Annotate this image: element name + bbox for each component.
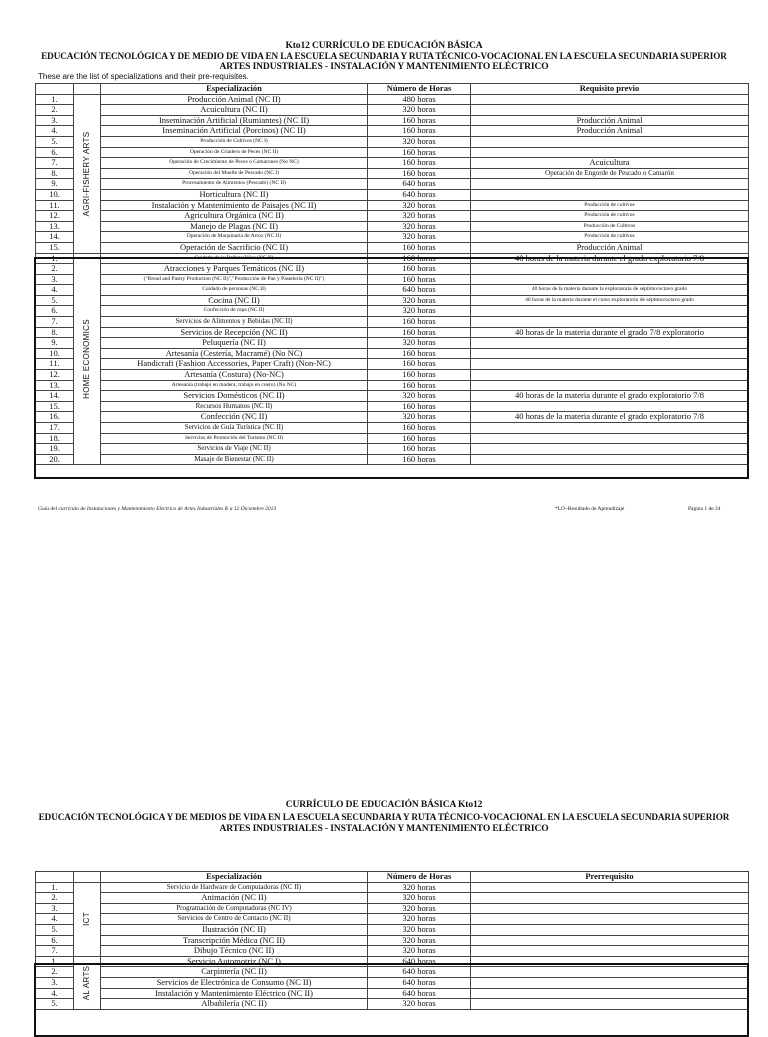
requirement-cell xyxy=(471,977,749,988)
category-cell xyxy=(74,956,101,1009)
hours-cell: 160 horas xyxy=(368,444,471,455)
requirement-cell xyxy=(471,317,749,328)
specialization-cell: Artesanía (Cestería, Macramé) (No NC) xyxy=(101,348,368,359)
row-number: 5. xyxy=(36,136,74,147)
requirement-cell: 40 horas de la materia durante el grado exploratorio 7/8 xyxy=(471,253,749,264)
page-subtitle: EDUCACIÓN TECNOLÓGICA Y DE MEDIO DE VIDA EN LA ESCUELA SECUNDARIA Y RUTA TÉCNICO-VOCACIONAL EN LA ESCUELA SECUNDARIA SUPERIOR xyxy=(41,51,727,61)
specialization-cell: Instalación y Mantenimiento Eléctrico (NC II) xyxy=(101,988,368,999)
page-subtitle-2: ARTES INDUSTRIALES - INSTALACIÓN Y MANTENIMIENTO ELÉCTRICO xyxy=(219,62,549,72)
hours-cell: 320 horas xyxy=(368,914,471,925)
table-row xyxy=(36,179,749,190)
specialization-cell: Servicios de Guía Turística (NC II) xyxy=(101,423,368,434)
row-number: 11. xyxy=(36,200,74,211)
hours-cell: 320 horas xyxy=(368,221,471,232)
table-header-row xyxy=(36,872,749,883)
footer-left: Guía del currículo de Instalaciones y Mantenimiento Eléctrico de Artes Industriales K a 12 Diciembre 2013 xyxy=(38,506,277,512)
intro-text: These are the list of specializations and their pre-requisites. xyxy=(38,72,249,81)
row-number: 4. xyxy=(36,988,74,999)
page2-title: CURRÍCULO DE EDUCACIÓN BÁSICA Kto12 xyxy=(285,800,483,810)
specialization-cell: Inseminación Artificial (Porcinos) (NC II) xyxy=(101,126,368,137)
hours-cell: 320 horas xyxy=(368,935,471,946)
table-row xyxy=(36,158,749,169)
requirement-cell xyxy=(471,136,749,147)
requirement-cell: Producción Animal xyxy=(471,242,749,253)
row-number: 6. xyxy=(36,306,74,317)
specialization-cell: Programación de Computadoras (NC IV) xyxy=(101,903,368,914)
requirement-cell xyxy=(471,946,749,957)
table-row xyxy=(36,946,749,957)
specialization-cell: Servicios de Viaje (NC II) xyxy=(101,444,368,455)
specialization-cell: Operación de Crecimiento de Peces o Camarones (No NC) xyxy=(101,158,368,169)
requirement-cell xyxy=(471,433,749,444)
requirement-cell xyxy=(471,359,749,370)
requirement-cell xyxy=(471,988,749,999)
requirement-cell: 40 horas de la materia durante el curso exploratorio de séptimo/octavo grado xyxy=(471,295,749,306)
header-requirement: Prerrequisito xyxy=(471,872,749,883)
table-row xyxy=(36,221,749,232)
requirement-cell xyxy=(471,423,749,434)
category-label: HOME ECONOMICS xyxy=(82,319,92,399)
row-number: 1. xyxy=(36,94,74,105)
table-row xyxy=(36,391,749,402)
table-row xyxy=(36,914,749,925)
specialization-cell: Artesanía (trabajo en madera, trabajo en cuero) (No NC) xyxy=(101,380,368,391)
row-number: 1. xyxy=(36,253,74,264)
header-category xyxy=(74,872,101,883)
specialization-cell: Servicio de Hardware de Computadoras (NC II) xyxy=(101,882,368,893)
hours-cell: 320 horas xyxy=(368,200,471,211)
row-number: 15. xyxy=(36,401,74,412)
table-row xyxy=(36,359,749,370)
hours-cell: 320 horas xyxy=(368,306,471,317)
hours-cell: 160 horas xyxy=(368,242,471,253)
row-number: 14. xyxy=(36,232,74,243)
row-number: 8. xyxy=(36,168,74,179)
hours-cell: 160 horas xyxy=(368,380,471,391)
table-row xyxy=(36,115,749,126)
table-row xyxy=(36,147,749,158)
table-row xyxy=(36,412,749,423)
row-number: 16. xyxy=(36,412,74,423)
requirement-cell xyxy=(471,999,749,1010)
specialization-cell: Producción de Cultivos (NC I) xyxy=(101,136,368,147)
header-specialization: Especialización xyxy=(101,872,368,883)
category-cell xyxy=(74,253,101,465)
specialization-cell: Atracciones y Parques Temáticos (NC II) xyxy=(101,264,368,275)
row-number: 3. xyxy=(36,903,74,914)
table-row xyxy=(36,454,749,465)
specialization-cell: Procesamiento de Alimentos (Pescado) (NC II) xyxy=(101,179,368,190)
requirement-cell: 40 horas de la materia durante el grado 7/8 exploratorio xyxy=(471,327,749,338)
table-row xyxy=(36,200,749,211)
requirement-cell: Operación de Engorde de Pescado o Camarón xyxy=(471,168,749,179)
hours-cell: 160 horas xyxy=(368,423,471,434)
requirement-cell: Producción de Cultivos xyxy=(471,221,749,232)
requirement-cell xyxy=(471,370,749,381)
table-row xyxy=(36,189,749,200)
table-row xyxy=(36,967,749,978)
hours-cell: 160 horas xyxy=(368,401,471,412)
hours-cell: 160 horas xyxy=(368,147,471,158)
hours-cell: 320 horas xyxy=(368,903,471,914)
row-number: 5. xyxy=(36,295,74,306)
category-label: ICT xyxy=(82,912,92,927)
specialization-cell: Operación de Criadero de Peces (NC II) xyxy=(101,147,368,158)
specialization-cell: Peluquería (NC II) xyxy=(101,338,368,349)
requirement-cell xyxy=(471,401,749,412)
specialization-cell: Servicios de Electrónica de Consumo (NC II) xyxy=(101,977,368,988)
page-title: Kto12 CURRÍCULO DE EDUCACIÓN BÁSICA xyxy=(285,41,483,51)
header-number xyxy=(36,84,74,95)
row-number: 7. xyxy=(36,158,74,169)
hours-cell: 320 horas xyxy=(368,391,471,402)
hours-cell: 320 horas xyxy=(368,999,471,1010)
specialization-cell: Transcripción Médica (NC II) xyxy=(101,935,368,946)
hours-cell: 640 horas xyxy=(368,977,471,988)
table-header-row xyxy=(36,84,749,95)
specialization-table xyxy=(35,83,749,465)
header-hours: Número de Horas xyxy=(368,84,471,95)
table-row xyxy=(36,423,749,434)
table-row xyxy=(36,338,749,349)
row-number: 12. xyxy=(36,370,74,381)
hours-cell: 320 horas xyxy=(368,412,471,423)
row-number: 7. xyxy=(36,317,74,328)
table-row xyxy=(36,903,749,914)
specialization-cell: Handicraft (Fashion Accessories, Paper Craft) (Non-NC) xyxy=(101,359,368,370)
table-row xyxy=(36,924,749,935)
row-number: 4. xyxy=(36,914,74,925)
specialization-cell: Inseminación Artificial (Rumiantes) (NC II) xyxy=(101,115,368,126)
hours-cell: 160 horas xyxy=(368,359,471,370)
hours-cell: 320 horas xyxy=(368,924,471,935)
table-row xyxy=(36,211,749,222)
table-row xyxy=(36,317,749,328)
table-row xyxy=(36,893,749,904)
requirement-cell: 40 horas de la materia durante el grado exploratorio 7/8 xyxy=(471,412,749,423)
hours-cell: 160 horas xyxy=(368,158,471,169)
row-number: 9. xyxy=(36,179,74,190)
hours-cell: 320 horas xyxy=(368,232,471,243)
specialization-cell: Servicios de Centro de Contacto (NC II) xyxy=(101,914,368,925)
requirement-cell: Producción Animal xyxy=(471,115,749,126)
specialization-cell: Carpintería (NC II) xyxy=(101,967,368,978)
hours-cell: 640 horas xyxy=(368,967,471,978)
requirement-cell xyxy=(471,348,749,359)
requirement-cell xyxy=(471,956,749,967)
specialization-cell: Cocina (NC II) xyxy=(101,295,368,306)
row-number: 19. xyxy=(36,444,74,455)
header-specialization: Especialización xyxy=(101,84,368,95)
hours-cell: 320 horas xyxy=(368,882,471,893)
hours-cell: 640 horas xyxy=(368,189,471,200)
category-cell xyxy=(74,94,101,253)
specialization-cell: Instalación y Mantenimiento de Paisajes (NC II) xyxy=(101,200,368,211)
hours-cell: 160 horas xyxy=(368,126,471,137)
requirement-cell xyxy=(471,444,749,455)
requirement-cell xyxy=(471,903,749,914)
hours-cell: 640 horas xyxy=(368,179,471,190)
hours-cell: 160 horas xyxy=(368,264,471,275)
category-label: AGRI-FISHERY ARTS xyxy=(82,131,92,216)
hours-cell: 160 horas xyxy=(368,115,471,126)
requirement-cell: Producción de cultivos xyxy=(471,200,749,211)
row-number: 2. xyxy=(36,893,74,904)
requirement-cell: 40 horas de la materia durante la exploratoria de séptimo/octavo grado xyxy=(471,285,749,296)
specialization-cell: Operación del Muelle de Pescado (NC I) xyxy=(101,168,368,179)
hours-cell: 320 horas xyxy=(368,338,471,349)
requirement-cell xyxy=(471,274,749,285)
hours-cell: 160 horas xyxy=(368,454,471,465)
table-row xyxy=(36,956,749,967)
table-row xyxy=(36,433,749,444)
hours-cell: 320 horas xyxy=(368,136,471,147)
row-number: 13. xyxy=(36,380,74,391)
table-row xyxy=(36,242,749,253)
specialization-table-2 xyxy=(35,871,749,1010)
requirement-cell xyxy=(471,893,749,904)
category-cell xyxy=(74,882,101,956)
specialization-cell: Agricultura Orgánica (NC II) xyxy=(101,211,368,222)
requirement-cell xyxy=(471,935,749,946)
hours-cell: 160 horas xyxy=(368,433,471,444)
row-number: 3. xyxy=(36,274,74,285)
specialization-cell: Producción Animal (NC II) xyxy=(101,94,368,105)
table-row xyxy=(36,935,749,946)
requirement-cell xyxy=(471,105,749,116)
specialization-cell: Recursos Humanos (NC II) xyxy=(101,401,368,412)
row-number: 2. xyxy=(36,264,74,275)
table-row xyxy=(36,136,749,147)
specialization-cell: Operación de Sacrificio (NC II) xyxy=(101,242,368,253)
header-requirement: Requisito previo xyxy=(471,84,749,95)
specialization-cell: Servicios de Alimentos y Bebidas (NC II) xyxy=(101,317,368,328)
specialization-cell: Animación (NC II) xyxy=(101,893,368,904)
table-row xyxy=(36,126,749,137)
specialization-cell: Masaje de Bienestar (NC II) xyxy=(101,454,368,465)
page2-subtitle: EDUCACIÓN TECNOLÓGICA Y DE MEDIOS DE VIDA EN LA ESCUELA SECUNDARIA Y RUTA TÉCNICO-VOCACIONAL EN LA ESCUELA SECUNDARIA SUPERIOR xyxy=(38,812,730,822)
specialization-cell: Servicio Automotriz (NC I) xyxy=(101,956,368,967)
hours-cell: 160 horas xyxy=(368,348,471,359)
header-number xyxy=(36,872,74,883)
table-row xyxy=(36,977,749,988)
table-row xyxy=(36,306,749,317)
hours-cell: 640 horas xyxy=(368,956,471,967)
specialization-cell: Ilustración (NC II) xyxy=(101,924,368,935)
table-row xyxy=(36,264,749,275)
page2-subtitle-2: ARTES INDUSTRIALES - INSTALACIÓN Y MANTENIMIENTO ELÉCTRICO xyxy=(219,824,549,834)
row-number: 12. xyxy=(36,211,74,222)
hours-cell: 320 horas xyxy=(368,105,471,116)
requirement-cell xyxy=(471,147,749,158)
row-number: 4. xyxy=(36,285,74,296)
specialization-cell: Confección (NC II) xyxy=(101,412,368,423)
specialization-cell: Confección de ropa (NC II) xyxy=(101,306,368,317)
table-row xyxy=(36,444,749,455)
header-category xyxy=(74,84,101,95)
page-number: Página 1 de 24 xyxy=(688,506,721,512)
row-number: 18. xyxy=(36,433,74,444)
specialization-cell: Dibujo Técnico (NC II) xyxy=(101,946,368,957)
hours-cell: 320 horas xyxy=(368,211,471,222)
table-row xyxy=(36,274,749,285)
hours-cell: 160 horas xyxy=(368,317,471,328)
row-number: 14. xyxy=(36,391,74,402)
row-number: 5. xyxy=(36,924,74,935)
requirement-cell xyxy=(471,189,749,200)
row-number: 5. xyxy=(36,999,74,1010)
requirement-cell xyxy=(471,179,749,190)
hours-cell: 160 horas xyxy=(368,168,471,179)
hours-cell: 160 horas xyxy=(368,370,471,381)
footer-note: *LO–Resultado de Aprendizaje xyxy=(555,506,625,512)
requirement-cell xyxy=(471,967,749,978)
row-number: 15. xyxy=(36,242,74,253)
specialization-cell: Albañilería (NC II) xyxy=(101,999,368,1010)
hours-cell: 640 horas xyxy=(368,988,471,999)
table-row xyxy=(36,253,749,264)
row-number: 10. xyxy=(36,348,74,359)
row-number: 7. xyxy=(36,946,74,957)
requirement-cell: Acuicultura xyxy=(471,158,749,169)
table-row xyxy=(36,295,749,306)
table-row xyxy=(36,232,749,243)
table-row xyxy=(36,370,749,381)
requirement-cell xyxy=(471,924,749,935)
hours-cell: 160 horas xyxy=(368,327,471,338)
requirement-cell xyxy=(471,380,749,391)
row-number: 3. xyxy=(36,977,74,988)
table-row xyxy=(36,988,749,999)
table-row xyxy=(36,105,749,116)
row-number: 13. xyxy=(36,221,74,232)
specialization-cell: Artesanía (Costura) (No-NC) xyxy=(101,370,368,381)
requirement-cell xyxy=(471,264,749,275)
requirement-cell: Producción de cultivos xyxy=(471,211,749,222)
row-number: 9. xyxy=(36,338,74,349)
specialization-cell: Cuidado de la Belleza/Uñas (NC II) xyxy=(101,253,368,264)
hours-cell: 320 horas xyxy=(368,295,471,306)
requirement-cell: 40 horas de la materia durante el grado exploratorio 7/8 xyxy=(471,391,749,402)
specialization-cell: Servicios de Promoción del Turismo (NC II) xyxy=(101,433,368,444)
table-row xyxy=(36,882,749,893)
specialization-cell: Manejo de Plagas (NC II) xyxy=(101,221,368,232)
category-label: AL ARTS xyxy=(82,965,92,1001)
table-row xyxy=(36,327,749,338)
row-number: 1. xyxy=(36,956,74,967)
row-number: 3. xyxy=(36,115,74,126)
table-row xyxy=(36,999,749,1010)
hours-cell: 160 horas xyxy=(368,253,471,264)
specialization-cell: Operación de Maquinaria de Arroz (NC II) xyxy=(101,232,368,243)
hours-cell: 320 horas xyxy=(368,946,471,957)
requirement-cell xyxy=(471,454,749,465)
requirement-cell xyxy=(471,882,749,893)
row-number: 17. xyxy=(36,423,74,434)
specialization-cell: Horticultura (NC II) xyxy=(101,189,368,200)
row-number: 8. xyxy=(36,327,74,338)
hours-cell: 320 horas xyxy=(368,893,471,904)
row-number: 11. xyxy=(36,359,74,370)
row-number: 10. xyxy=(36,189,74,200)
requirement-cell: Producción de cultivos xyxy=(471,232,749,243)
row-number: 2. xyxy=(36,105,74,116)
table-row xyxy=(36,380,749,391)
specialization-cell: Cuidado de personas (NC II) xyxy=(101,285,368,296)
table-row xyxy=(36,168,749,179)
row-number: 2. xyxy=(36,967,74,978)
table-row xyxy=(36,348,749,359)
requirement-cell xyxy=(471,94,749,105)
specialization-cell: Acuicultura (NC II) xyxy=(101,105,368,116)
requirement-cell xyxy=(471,306,749,317)
specialization-cell: Servicios Domésticos (NC II) xyxy=(101,391,368,402)
header-hours: Número de Horas xyxy=(368,872,471,883)
row-number: 20. xyxy=(36,454,74,465)
specialization-cell: Servicios de Recepción (NC II) xyxy=(101,327,368,338)
requirement-cell xyxy=(471,914,749,925)
hours-cell: 480 horas xyxy=(368,94,471,105)
requirement-cell: Producción Animal xyxy=(471,126,749,137)
row-number: 6. xyxy=(36,147,74,158)
hours-cell: 160 horas xyxy=(368,274,471,285)
row-number: 6. xyxy=(36,935,74,946)
table-row xyxy=(36,401,749,412)
requirement-cell xyxy=(471,338,749,349)
row-number: 4. xyxy=(36,126,74,137)
specialization-cell: ("Bread and Pastry Production (NC II)","Producción de Pan y Pastelería (NC II)") xyxy=(101,274,368,285)
table-row xyxy=(36,94,749,105)
table-row xyxy=(36,285,749,296)
hours-cell: 640 horas xyxy=(368,285,471,296)
row-number: 1. xyxy=(36,882,74,893)
